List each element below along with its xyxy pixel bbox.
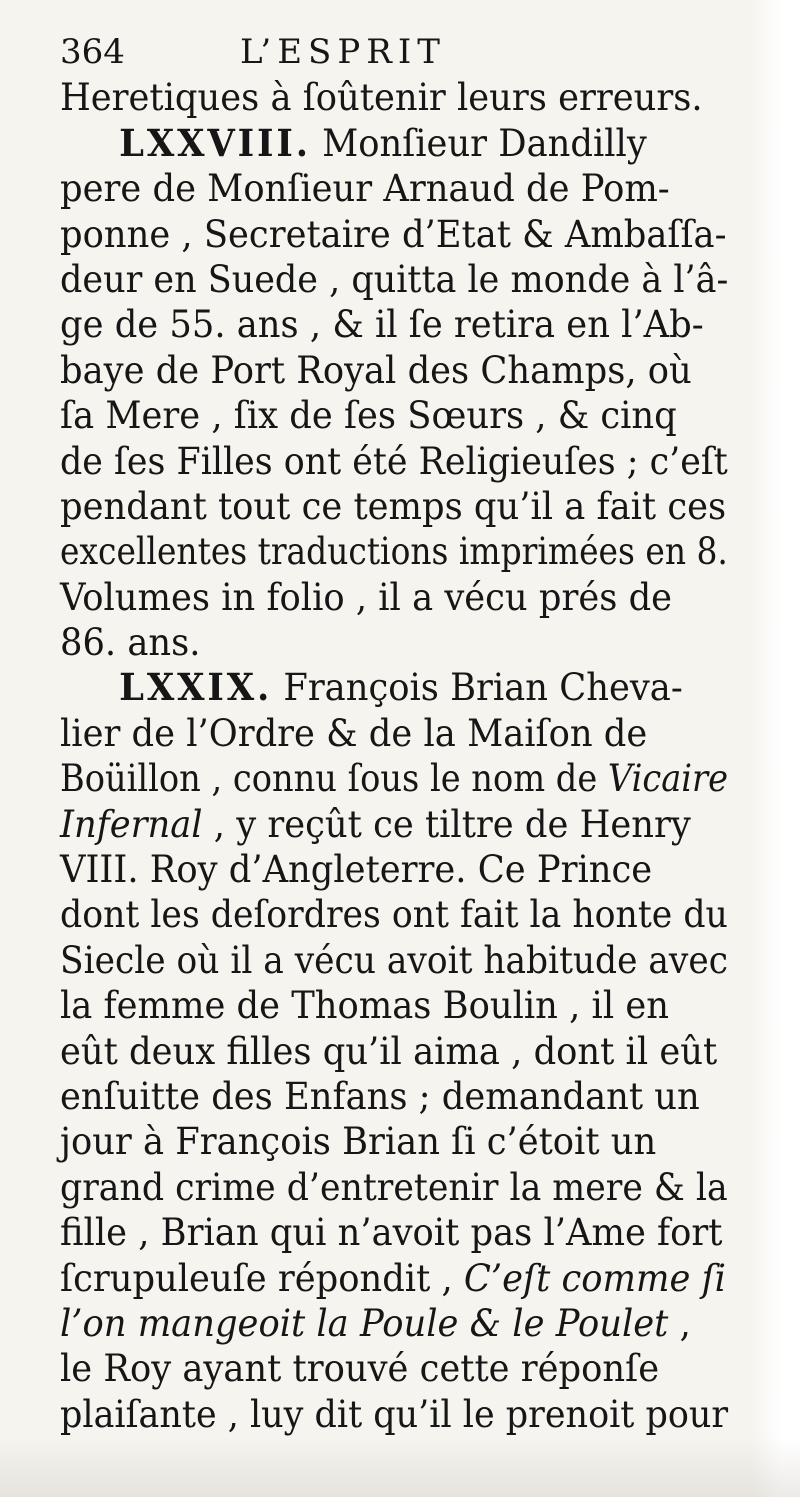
line-text: dont les deſordres ont fait la honte du	[60, 893, 728, 937]
text-line	[60, 1165, 728, 1210]
line-text: pere de Monſieur Arnaud de Pom-	[60, 167, 670, 211]
text-line	[60, 393, 728, 438]
italic-text: C’eſt comme ſi	[463, 1256, 726, 1300]
text-line	[60, 1119, 728, 1164]
page-number: 364	[60, 32, 125, 72]
text-line	[60, 575, 728, 620]
line-text: Siecle où il a vécu avoit habitude avec	[60, 938, 728, 982]
text-line	[60, 802, 728, 847]
line-text: enſuitte des Enfans ; demandant un	[60, 1074, 700, 1118]
line-text: Volumes in folio , il a vécu prés de	[60, 575, 673, 619]
text-line	[60, 75, 728, 120]
text-line	[60, 348, 728, 393]
text-line	[60, 938, 728, 983]
page-header	[60, 30, 760, 75]
text-line	[60, 892, 728, 937]
line-text: ſa Mere , ſix de ſes Sœurs , & cinq	[60, 394, 677, 438]
line-text: eût deux filles qu’il aima , dont il eût	[60, 1029, 718, 1073]
line-text: la femme de Thomas Boulin , il en	[60, 984, 669, 1028]
text-line	[60, 983, 728, 1028]
line-text: ,	[668, 1301, 691, 1345]
text-lines	[60, 75, 760, 1437]
text-line	[60, 1074, 728, 1119]
line-text: le Roy ayant trouvé cette réponſe	[60, 1347, 660, 1391]
text-line	[60, 212, 728, 257]
italic-text: Infernal	[60, 802, 203, 846]
text-line	[60, 620, 728, 665]
line-text: grand crime d’entretenir la mere & la	[60, 1165, 728, 1209]
line-text: pendant tout ce temps qu’il a fait ces	[60, 484, 727, 528]
text-line	[60, 1029, 728, 1074]
text-line	[60, 529, 728, 574]
line-text: ponne , Secretaire d’Etat & Ambaſſa-	[60, 212, 727, 256]
line-text: VIII. Roy d’Angleterre. Ce Prince	[60, 848, 653, 892]
text-line	[60, 756, 729, 801]
line-text: baye de Port Royal des Champs, où	[60, 348, 692, 392]
line-text: deur en Suede , quitta le monde à l’â-	[60, 257, 729, 301]
page-shadow	[0, 1437, 800, 1497]
text-line	[60, 1210, 728, 1255]
text-line	[60, 166, 728, 211]
line-text: fille , Brian qui n’avoit pas l’Ame fort	[60, 1211, 723, 1255]
running-head: L’ESPRIT	[240, 32, 446, 72]
line-text: ſcrupuleuſe répondit ,	[60, 1256, 464, 1300]
line-text: Heretiques à ſoûtenir leurs erreurs.	[60, 76, 703, 120]
text-line	[60, 302, 728, 347]
section-number: LXXVIII.	[119, 120, 311, 165]
text-line	[60, 1346, 728, 1391]
line-text: de ſes Filles ont été Religieuſes ; c’eſt	[60, 439, 728, 483]
text-line	[60, 1256, 728, 1301]
page-text	[60, 30, 760, 1437]
text-line	[60, 484, 728, 529]
text-line	[60, 1392, 729, 1437]
text-line	[60, 847, 728, 892]
text-line	[60, 257, 729, 302]
line-text: 86. ans.	[60, 621, 201, 665]
section-number: LXXIX.	[119, 665, 273, 710]
line-text: Boüillon , connu ſous le nom de	[60, 757, 608, 801]
line-text: excellentes traductions imprimées en 8.	[60, 530, 728, 574]
line-text: Monſieur Dandilly	[310, 121, 647, 165]
line-text: plaiſante , luy dit qu’il le prenoit pour	[60, 1392, 729, 1436]
text-line	[60, 665, 728, 710]
text-line	[60, 1301, 728, 1346]
line-text: lier de l’Ordre & de la Maiſon de	[60, 711, 648, 755]
italic-text: Vicaire	[607, 757, 729, 801]
line-text: , y reçût ce tiltre de Henry	[202, 802, 691, 846]
line-text: François Brian Cheva-	[272, 666, 683, 710]
line-text: ge de 55. ans , & il ſe retira en l’Ab-	[60, 303, 704, 347]
text-line	[60, 439, 728, 484]
text-line	[60, 121, 728, 166]
line-text: jour à François Brian ſi c’étoit un	[60, 1120, 657, 1164]
text-line	[60, 711, 728, 756]
italic-text: l’on mangeoit la Poule & le Poulet	[60, 1301, 669, 1345]
